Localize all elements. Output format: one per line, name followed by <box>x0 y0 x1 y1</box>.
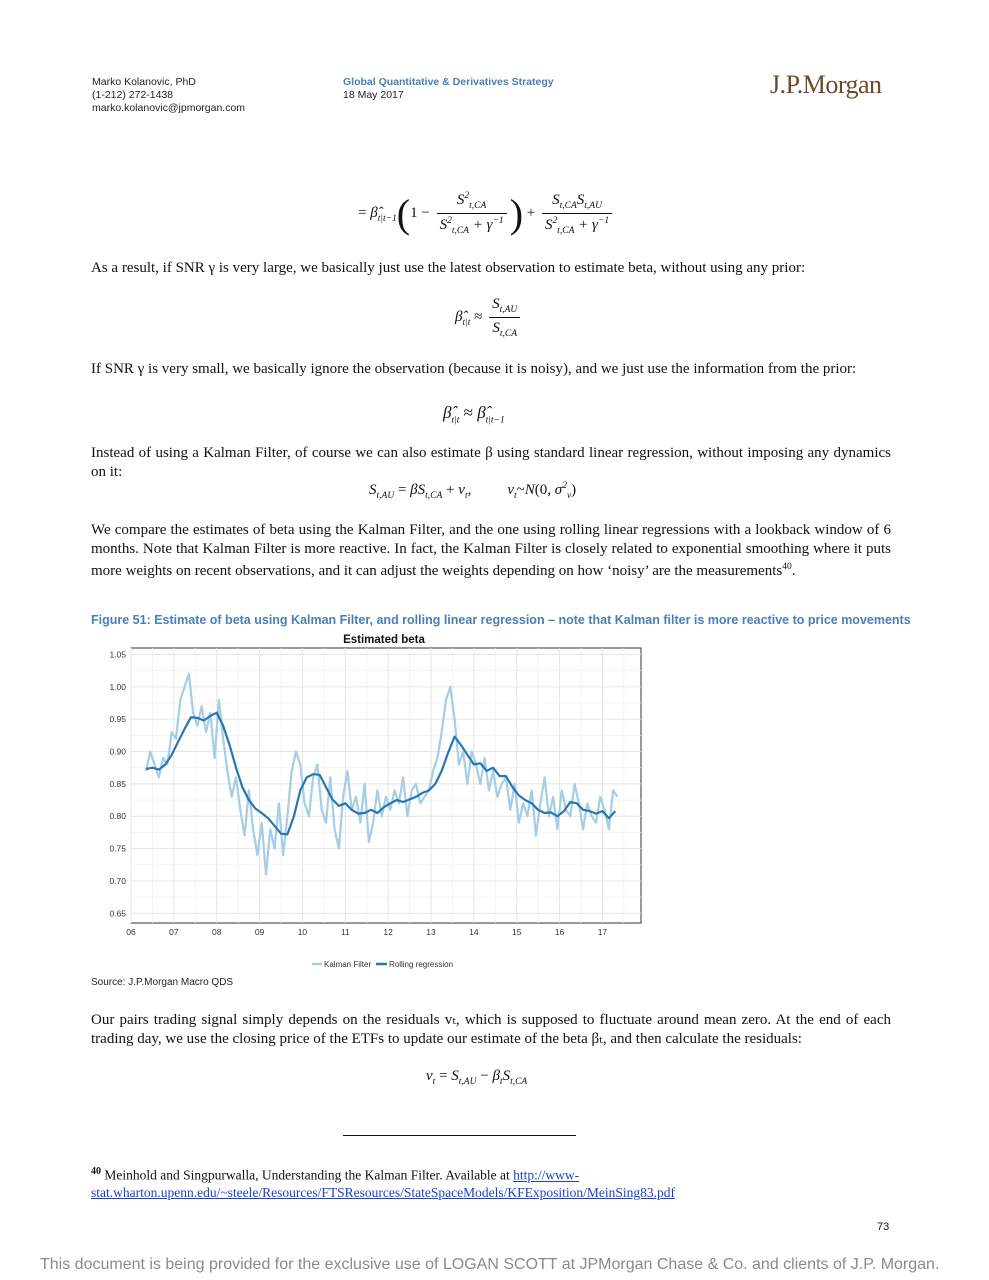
y-tick-label: 1.00 <box>109 681 126 692</box>
page-number: 73 <box>877 1221 890 1233</box>
chart-title: Estimated beta <box>343 634 425 646</box>
footnote-divider <box>343 1135 576 1136</box>
department-name: Global Quantitative & Derivatives Strategy <box>343 76 554 88</box>
author-block <box>92 76 245 115</box>
x-tick-label: 06 <box>126 927 136 937</box>
figure-source: Source: J.P.Morgan Macro QDS <box>91 977 234 988</box>
footnote-text: Meinhold and Singpurwalla, Understanding the Kalman Filter. Available at <box>104 1167 514 1183</box>
paragraph-large-snr: As a result, if SNR γ is very large, we basically just use the latest observation to estimate beta, without using any prior: <box>91 260 806 276</box>
paragraph-comparison-text: We compare the estimates of beta using the Kalman Filter, and the one using rolling linear regressions with a lookback window of 6 months. Note that Kalman Filter is more reactive. In fact, the Kalman Filter is closely related to exponential smoothing where it puts more weights on recent observations, and it can adjust the weights depending on how ‘noisy’ are the measurements <box>91 522 891 579</box>
y-tick-label: 0.90 <box>109 746 126 757</box>
equation-kalman-update: = $\betâ_{t|t-1}(1$ − $\frac{S^2_{t,CA}}{S^2_{t,CA} + \gamma^{-1}}$ ) + $\frac{S_{t,CA}S_{t,AU}}{S^2_{t,CA} + \gamma^{-1}}$ <box>358 190 615 237</box>
report-date: 18 May 2017 <box>343 89 404 101</box>
x-tick-label: 12 <box>383 927 393 937</box>
x-tick-label: 15 <box>511 927 522 937</box>
footnote-link-part2[interactable]: stat.wharton.upenn.edu/~steele/Resources/FTSResources/StateSpaceModels/KFExposition/MeinSing83.pdf <box>91 1184 675 1200</box>
y-tick-label: 0.75 <box>109 843 126 854</box>
x-tick-label: 16 <box>554 927 565 937</box>
x-tick-label: 08 <box>211 927 222 937</box>
y-tick-label: 0.85 <box>109 778 126 789</box>
jpmorgan-logo: J.P.Morgan <box>770 70 882 99</box>
plot-area <box>131 648 641 923</box>
x-tick-label: 13 <box>426 927 436 937</box>
equation-regression-model: $S_{t,AU} = \beta S_{t,CA} + v_t$, $v_t\sim N(0$, $\sigma^2_v$) <box>369 481 577 501</box>
x-tick-label: 10 <box>297 927 308 937</box>
x-tick-label: 07 <box>169 927 179 937</box>
legend-label-kalman: Kalman Filter <box>324 960 372 969</box>
y-tick-label: 0.80 <box>109 811 126 822</box>
footnote-reference[interactable]: 40 <box>782 562 792 572</box>
equation-residuals: $v_t = S_{t,AU} - \beta_tS_{t,CA}$ <box>426 1068 528 1087</box>
x-tick-label: 11 <box>340 927 350 937</box>
x-tick-label: 09 <box>254 927 265 937</box>
equation-beta-small-snr: $\betâ_{t|t}$ ≈ $\betâ_{t|t-1}$ <box>443 403 505 426</box>
estimated-beta-chart <box>91 630 651 975</box>
author-phone: (1-212) 272-1438 <box>92 89 174 101</box>
report-info <box>343 76 554 102</box>
legend-label-rolling: Rolling regression <box>389 960 454 969</box>
footnote <box>91 1163 891 1201</box>
legend <box>312 960 453 969</box>
author-email: marko.kolanovic@jpmorgan.com <box>92 102 246 114</box>
paragraph-small-snr: If SNR γ is very small, we basically ignore the observation (because it is noisy), and we just use the information from the prior: <box>91 361 857 377</box>
paragraph-linear-regression: Instead of using a Kalman Filter, of course we can also estimate β using standard linear regression, without imposing any dynamics on it: <box>91 445 891 480</box>
paragraph-comparison: We compare the estimates of beta using the Kalman Filter, and the one using rolling linear regressions with a lookback window of 6 months. Note that Kalman Filter is more reactive. In fact, the Kalman Filter is closely related to exponential smoothing where it puts more weights on recent observations, and it can adjust the weights depending on how ‘noisy’ are the measurements$^{40}$. <box>91 522 891 579</box>
author-name: Marko Kolanovic, PhD <box>92 76 196 88</box>
equation-beta-large-snr: $\betâ_{t|t}$ ≈ $\frac{S_{t,AU}}{S_{t,CA}}$ <box>455 296 523 339</box>
disclaimer: This document is being provided for the exclusive use of LOGAN SCOTT at JPMorgan Chase & Co. and clients of J.P. Morgan. <box>40 1256 940 1273</box>
footnote-link-part1[interactable]: http://www- <box>513 1167 580 1183</box>
figure-caption: Figure 51: Estimate of beta using Kalman Filter, and rolling linear regression – note that Kalman filter is more reactive to price movements <box>91 613 911 627</box>
footnote-number: 40 <box>91 1166 101 1177</box>
y-tick-label: 1.05 <box>109 649 126 660</box>
y-tick-label: 0.95 <box>109 714 126 725</box>
x-tick-label: 14 <box>469 927 479 937</box>
paragraph-pairs-trading: Our pairs trading signal simply depends on the residuals vₜ, which is supposed to fluctuate around mean zero. At the end of each trading day, we use the closing price of the ETFs to update our estimate of the beta βₜ, and then calculate the residuals: <box>91 1012 891 1047</box>
x-tick-label: 17 <box>597 927 608 937</box>
y-tick-label: 0.65 <box>109 908 126 919</box>
y-tick-label: 0.70 <box>109 875 126 886</box>
